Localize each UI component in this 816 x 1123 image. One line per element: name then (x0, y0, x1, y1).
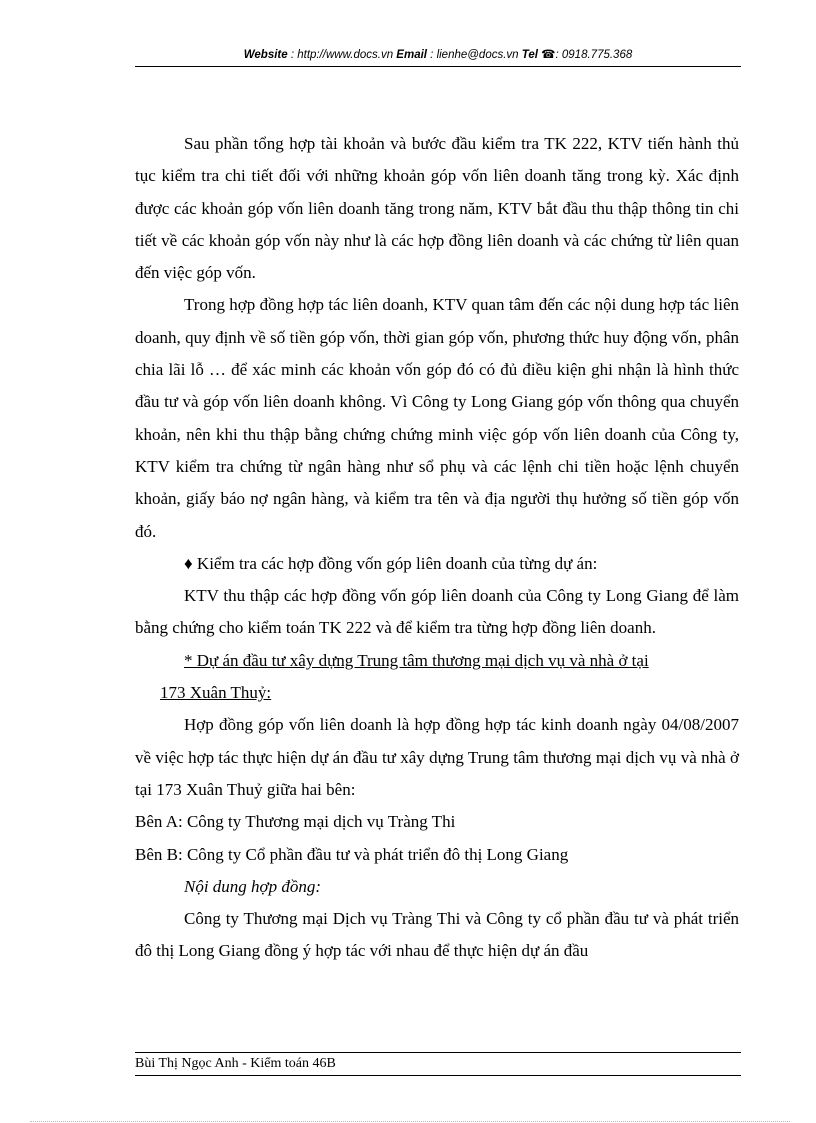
email-address[interactable]: : lienhe@docs.vn (426, 49, 522, 61)
page-edge-divider (30, 1121, 790, 1122)
party-b: Bên B: Công ty Cổ phần đầu tư và phát triển đô thị Long Giang (135, 844, 569, 864)
tel-label: Tel (521, 49, 538, 61)
bullet-check-contracts: ♦ Kiểm tra các hợp đồng vốn góp liên doanh của từng dự án: (184, 553, 598, 573)
website-label: Website (243, 49, 288, 61)
document-body (135, 128, 739, 968)
page-header (135, 46, 741, 67)
paragraph-summary: Sau phần tổng hợp tài khoản và bước đầu kiểm tra TK 222, KTV tiến hành thủ tục kiểm tra chi tiết đối với những khoản góp vốn liên doanh tăng trong kỳ. Xác định được các khoản góp vốn liên doanh tăng trong năm, KTV bắt đầu thu thập thông tin chi tiết về các khoản góp vốn này như là các hợp đồng liên doanh và các chứng từ liên quan đến việc góp vốn. (135, 134, 739, 283)
website-url[interactable]: : http://www.docs.vn (287, 49, 397, 61)
tel-number: : 0918.775.368 (555, 49, 633, 61)
email-label: Email (396, 49, 427, 61)
paragraph-collect-contracts: KTV thu thập các hợp đồng vốn góp liên doanh của Công ty Long Giang để làm bằng chứng cho kiểm toán TK 222 và để kiểm tra từng hợp đồng liên doanh. (135, 586, 739, 638)
party-a: Bên A: Công ty Thương mại dịch vụ Tràng Thi (135, 812, 456, 832)
paragraph-contract-content: Công ty Thương mại Dịch vụ Tràng Thi và Công ty cổ phần đầu tư và phát triển đô thị Long Giang đồng ý hợp tác với nhau để thực hiện dự án đầu (135, 909, 739, 961)
contract-content-title: Nội dung hợp đồng: (184, 876, 322, 896)
project-heading (135, 645, 739, 710)
paragraph-contract-review: Trong hợp đồng hợp tác liên doanh, KTV quan tâm đến các nội dung hợp tác liên doanh, quy định về số tiền góp vốn, thời gian góp vốn, phương thức huy động vốn, phân chia lãi lỗ … để xác minh các khoản vốn góp đó có đủ điều kiện ghi nhận là hình thức đầu tư và góp vốn liên doanh không. Vì Công ty Long Giang góp vốn thông qua chuyển khoản, nên khi thu thập bằng chứng chứng minh việc góp vốn liên doanh của Công ty, KTV kiểm tra chứng từ ngân hàng như sổ phụ và các lệnh chi tiền hoặc lệnh chuyển khoản, giấy báo nợ ngân hàng, và kiểm tra tên và địa người thụ hưởng số tiền góp vốn đó. (135, 295, 739, 541)
project-heading-line2: 173 Xuân Thuỷ: (160, 683, 272, 703)
project-heading-line1: * Dự án đầu tư xây dựng Trung tâm thương mại dịch vụ và nhà ở tại (184, 650, 649, 670)
page-footer (135, 1052, 741, 1076)
footer-author: Bùi Thị Ngọc Anh - Kiểm toán 46B (135, 1056, 336, 1071)
phone-icon: ☎ (541, 49, 556, 61)
paragraph-contract-info: Hợp đồng góp vốn liên doanh là hợp đồng hợp tác kinh doanh ngày 04/08/2007 về việc hợp tác thực hiện dự án đầu tư xây dựng Trung tâm thương mại dịch vụ và nhà ở tại 173 Xuân Thuỷ giữa hai bên: (135, 715, 739, 799)
